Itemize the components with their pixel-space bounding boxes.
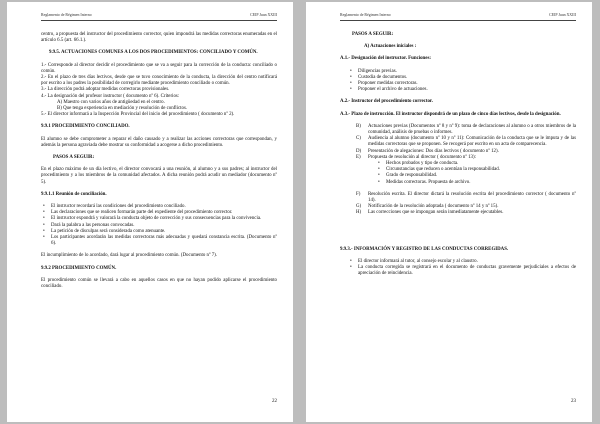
step-4: 4.- La designación del profesor instructor ( documento nº 6). Criterios: (41, 93, 180, 99)
pasos-title: PASOS A SEGUIR: (352, 32, 394, 37)
header-title: Reglamento de Régimen Interno (340, 13, 391, 17)
header-rule (41, 20, 277, 21)
list-item: • Los participantes acordarán las medidas correctoras más adecuadas y quedará constancia escrita. (Documento nº 6). (41, 235, 277, 247)
header-rule (340, 20, 576, 21)
actuaciones-title: A) Actuaciones iniciales : (364, 44, 417, 50)
intro-paragraph: centro, a propuesta del instructor del procedimiento corrector, quien impondrá las medidas correctoras enumeradas en el artículo 6.5 (art. 66.1.). (41, 32, 277, 44)
list-item: • Proponer medidas correctoras. (348, 81, 576, 87)
item-f (340, 192, 576, 204)
list-item: • Las declaraciones que se realicen formarán parte del expediente del procedimiento corrector. (41, 210, 277, 216)
list-item: • La petición de disculpas será considerada como atenuante. (41, 229, 277, 235)
list-item: • Diligencias previas. (348, 69, 576, 75)
section-9-9-1-1-title: 9.9.1.1 Reunión de conciliación. (41, 191, 107, 197)
criterion-b: B) Que tenga experiencia en mediación y resolución de conflictos. (57, 106, 188, 112)
step-5: 5.- El director informará a la Inspección Provincial del inicio del procedimiento ( documento nº 2). (41, 112, 235, 118)
header-title: Reglamento de Régimen Interno (41, 13, 92, 17)
page-number: 22 (272, 399, 277, 404)
section-9-9-3-title: 9.9.3.- INFORMACIÓN Y REGISTRO DE LAS CONDUCTAS CORREGIDAS. (340, 246, 509, 252)
section-9-9-2-text: El procedimiento común se llevará a cabo en aquellos casos en que no hayan podido aplicarse el procedimiento conciliado. (41, 277, 277, 290)
item-label: H) (356, 210, 362, 216)
item-label: E) (356, 154, 361, 160)
page-content (340, 32, 576, 277)
item-text: Resolución escrita. El director dictará la resolución escrita del procedimiento corrector ( documento nº 14). (368, 191, 576, 204)
step-1: 1.- Corresponde al director decidir el procedimiento que se va a seguir para la corrección de la conducta: conciliado o común. (41, 62, 277, 74)
conciliation-list (41, 204, 277, 247)
page-left (7, 2, 293, 422)
step-2: 2.- En el plazo de tres días lectivos, desde que se tuvo conocimiento de la conducta, la dirección del centro notificará por escrito a los padres la posibilidad de corregirlo mediante procedimiento conciliado o común. (41, 75, 277, 87)
header-school: CEIP Juan XXIII (549, 13, 576, 17)
item-c (340, 136, 576, 148)
item-label: C) (356, 136, 361, 142)
criterion-a: A) Maestro con varios años de antigüedad en el centro. (57, 99, 165, 105)
header-school: CEIP Juan XXIII (250, 13, 277, 17)
item-b (340, 124, 576, 136)
section-9-9-1-title: 9.9.1 PROCEDIMIENTO CONCILIADO. (41, 124, 130, 130)
item-text: Propuesta de resolución al director ( documento nº 13): (368, 154, 476, 160)
page-right (306, 2, 592, 422)
list-item: • El instructor expondrá y valorará la conducta objeto de corrección y sus consecuencias para la convivencia. (41, 216, 277, 222)
item-h (340, 210, 576, 216)
item-label: B) (356, 123, 361, 129)
page-header (340, 13, 576, 21)
item-text: Audiencia al alumno (documento nº 10 y nº 11): Comunicación de la conducta que se le imputa y de las medidas correctoras que se proponen. Se recogerá por escrito en un acta de comparecencia. (368, 136, 576, 148)
pasos-title: PASOS A SEGUIR: (53, 155, 95, 161)
page-number: 23 (571, 399, 576, 404)
item-label: F) (356, 191, 361, 197)
step-3: 3.- La dirección podrá adoptar medidas correctoras provisionales. (41, 87, 170, 93)
section-9-9-2-title: 9.9.2 PROCEDIMIENTO COMÚN. (41, 265, 117, 271)
s993-list (340, 259, 576, 278)
list-item: • Grado de responsabilidad. (376, 173, 576, 179)
list-item: • Proponer el archivo de actuaciones. (348, 87, 576, 93)
list-item: • El instructor recordará las condiciones del procedimiento conciliado. (41, 204, 277, 210)
list-item: • Medidas correctoras. Propuesta de archivo. (376, 180, 576, 186)
list-item: • Circunstancias que reducen o acentúan la responsabilidad. (376, 167, 576, 173)
incumplimiento-paragraph: El incumplimiento de lo acordado, dará lugar al procedimiento común. (Documento nº 7). (41, 253, 218, 259)
list-item: • Custodia de documentos. (348, 75, 576, 81)
section-9-9-1-text: El alumno se debe comprometer a reparar el daño causado y a realizar las acciones correctoras que correspondan, y además la persona agraviada debe mostrar su conformidad a acogerse a dicho procedimiento. (41, 136, 277, 148)
pasos-text: En el plazo máximo de un día lectivo, el director convocará a una reunión, al alumno y a sus padres; al instructor del procedimiento y a los miembros de la comunidad afectados. A dicha reunión podrá acudir un mediador (documento nº 5). (41, 167, 277, 185)
list-item: • La conducta corregida se registrará en el documento de conductas gravemente perjudiciales a efectos de apreciación de reincidencia. (348, 265, 576, 277)
list-item: • Dará la palabra a las personas convocadas. (41, 223, 277, 229)
list-item: • Hechos probados y tipo de conducta. (376, 161, 576, 167)
item-text: Notificación de la resolución adoptada ( documento nº 14 y nº 15). (368, 204, 499, 210)
a1-title: A.1.- Designación del instructor. Funciones: (340, 56, 431, 62)
item-text: Actuaciones previas (Documentos nº 8 y nº 9): toma de declaraciones al alumno o a otros miembros de la comunidad, análisis de pruebas o informes. (368, 123, 576, 136)
page-header (41, 13, 277, 21)
a1-list (340, 69, 576, 94)
item-text: Las correcciones que se impongan serán inmediatamente ejecutables. (368, 210, 504, 216)
a2-title: A.2.- Instructor del procedimiento corrector. (340, 99, 433, 105)
item-label: D) (356, 148, 362, 154)
item-text: Presentación de alegaciones: Dos días lectivos ( documento nº 12). (368, 148, 499, 154)
e-sublist (340, 161, 576, 186)
a3-title: A.3.- Plazo de instrucción. El instructor dispondrá de un plazo de cinco días lectivos, desde la designación. (340, 111, 561, 117)
list-item: • El director informará al tutor, al consejo escolar y al claustro. (348, 259, 576, 265)
page-content (41, 32, 277, 290)
item-label: G) (356, 204, 362, 210)
section-9-9-5-title: 9.9.5. ACTUACIONES COMUNES A LOS DOS PROCEDIMIENTOS: CONCILIADO Y COMÚN. (49, 50, 258, 56)
